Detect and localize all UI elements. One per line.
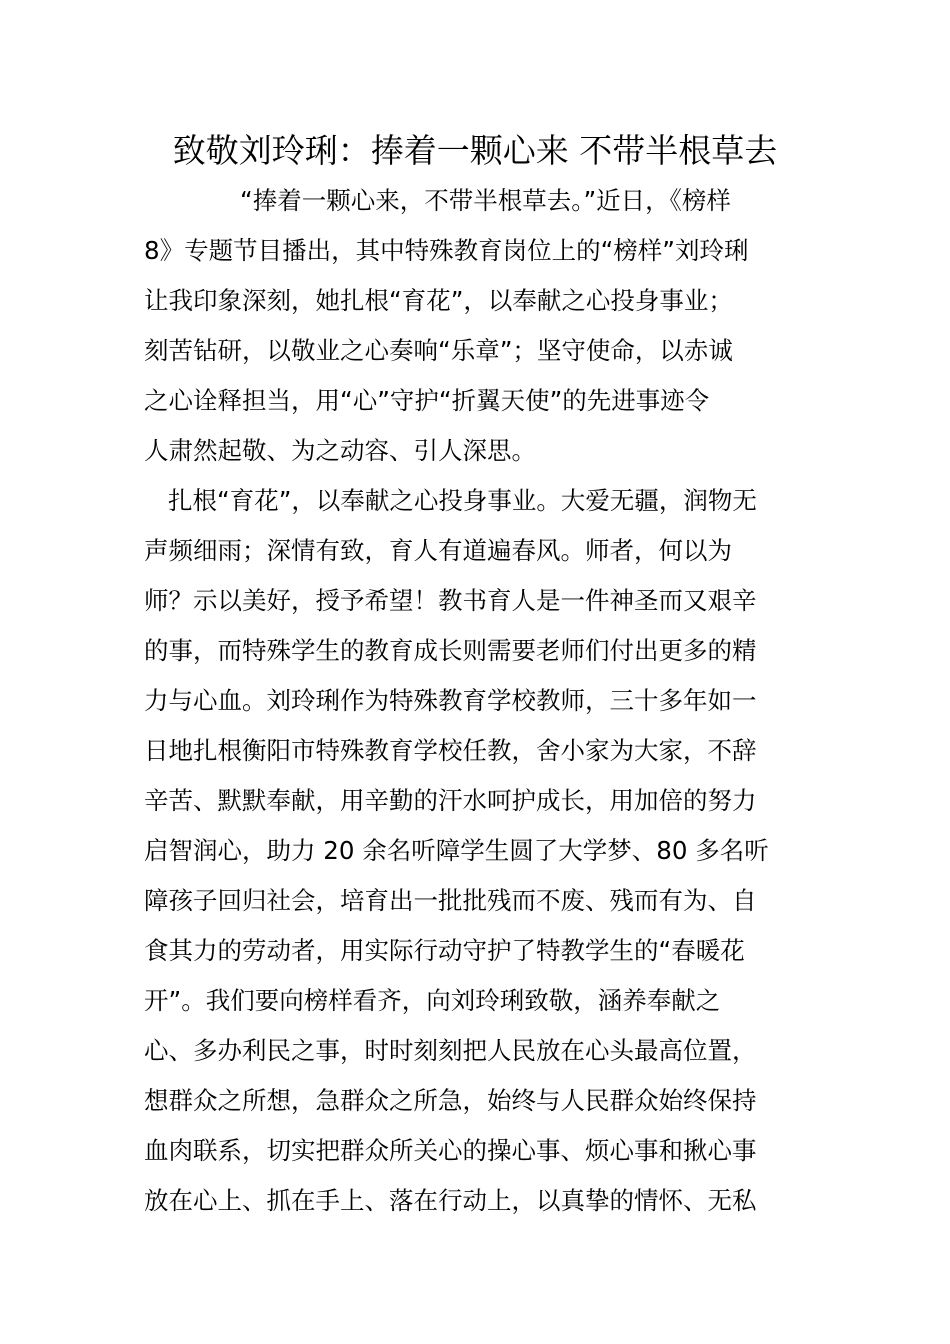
article-body [144, 176, 808, 1226]
paragraph-2-line-11: 开”。我们要向榜样看齐，向刘玲琍致敬，涵养奉献之 [144, 986, 721, 1015]
paragraph-2-line-7: 辛苦、默默奉献，用辛勤的汗水呵护成长，用加倍的努力 [144, 786, 757, 815]
paragraph-1-line-6: 人肃然起敬、为之动容、引人深思。 [144, 436, 536, 465]
paragraph-2-line-9: 障孩子回归社会，培育出一批批残而不废、残而有为、自 [144, 886, 757, 915]
paragraph-2-line-13: 想群众之所想，急群众之所急，始终与人民群众始终保持 [144, 1086, 757, 1115]
paragraph-2-line-14: 血肉联系，切实把群众所关心的操心事、烦心事和揪心事 [144, 1136, 757, 1165]
paragraph-2-line-1: 扎根“育花”，以奉献之心投身事业。大爱无疆，润物无 [168, 486, 757, 515]
paragraph-1-line-5: 之心诠释担当，用“心”守护“折翼天使”的先进事迹令 [144, 386, 710, 415]
paragraph-2-line-6: 日地扎根衡阳市特殊教育学校任教，舍小家为大家，不辞 [144, 736, 757, 765]
paragraph-1-line-3: 让我印象深刻，她扎根“育花”，以奉献之心投身事业； [144, 286, 733, 315]
paragraph-2-line-15: 放在心上、抓在手上、落在行动上，以真挚的情怀、无私 [144, 1186, 757, 1215]
paragraph-2-line-3: 师？示以美好，授予希望！教书育人是一件神圣而又艰辛 [144, 586, 757, 615]
paragraph-2-line-2: 声频细雨；深情有致，育人有道遍春风。师者，何以为 [144, 536, 732, 565]
page-title: 致敬刘玲琍：捧着一颗心来 不带半根草去 [172, 131, 778, 170]
paragraph-2-line-10: 食其力的劳动者，用实际行动守护了特教学生的“春暖花 [144, 936, 745, 965]
paragraph-2-line-8: 启智润心，助力 20 余名听障学生圆了大学梦、80 多名听 [144, 836, 769, 865]
paragraph-1-line-2: 8》专题节目播出，其中特殊教育岗位上的“榜样”刘玲琍 [144, 236, 749, 265]
paragraph-2-line-4: 的事，而特殊学生的教育成长则需要老师们付出更多的精 [144, 636, 757, 665]
paragraph-1-line-4: 刻苦钻研，以敬业之心奏响“乐章”；坚守使命，以赤诚 [144, 336, 733, 365]
paragraph-2-line-5: 力与心血。刘玲琍作为特殊教育学校教师，三十多年如一 [144, 686, 757, 715]
paragraph-2-line-12: 心、多办利民之事，时时刻刻把人民放在心头最高位置， [144, 1036, 757, 1065]
paragraph-1-line-1: “捧着一颗心来，不带半根草去。”近日，《榜样 [240, 186, 731, 215]
